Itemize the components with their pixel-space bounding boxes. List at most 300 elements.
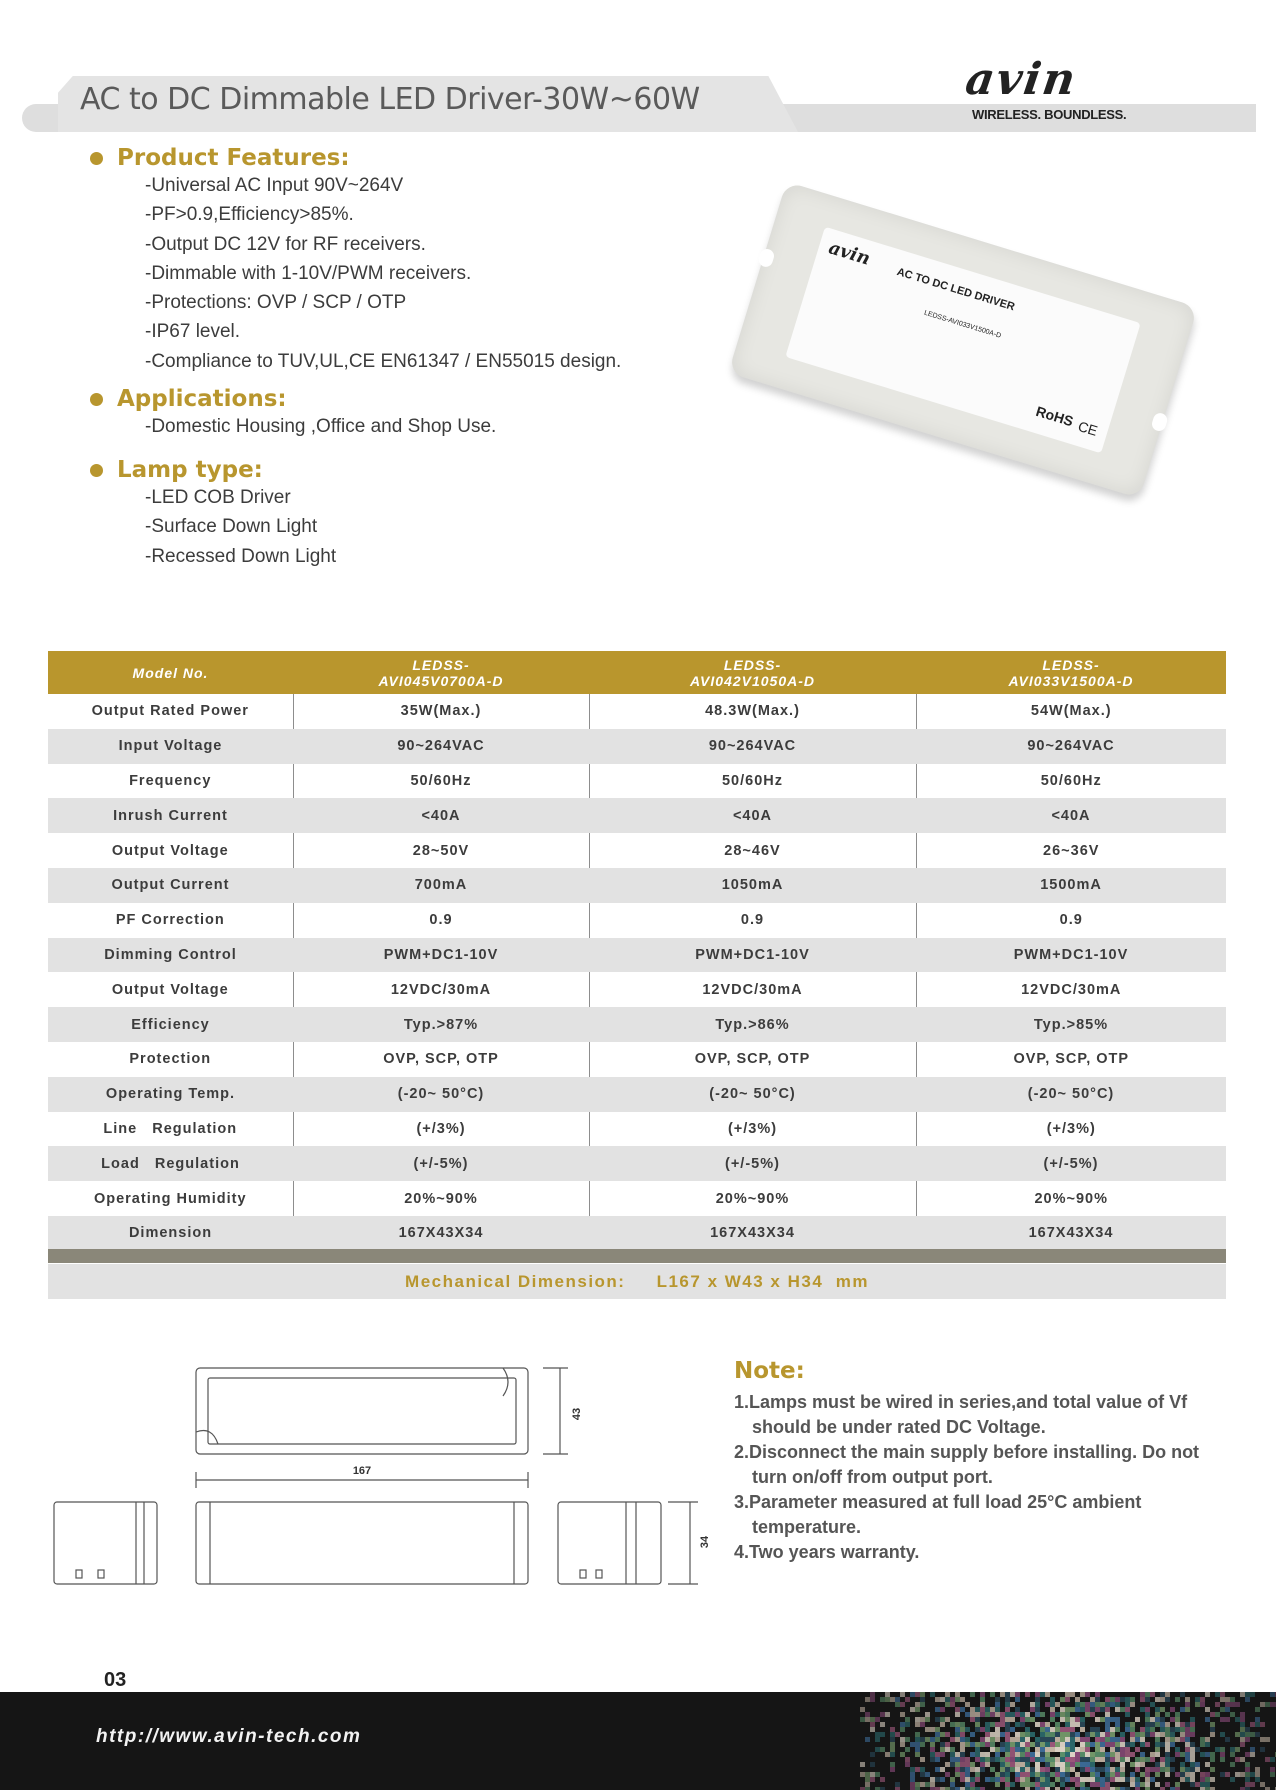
pixel-tile [1170, 1707, 1175, 1712]
pixel-tile [1115, 1717, 1120, 1722]
pixel-tile [935, 1757, 940, 1762]
value-cell: 0.9 [293, 903, 589, 938]
pixel-tile [1245, 1692, 1250, 1697]
pixel-tile [990, 1757, 995, 1762]
pixel-tile [1190, 1742, 1195, 1747]
pixel-tile [1015, 1697, 1020, 1702]
features-section [90, 145, 621, 376]
pixel-tile [1090, 1707, 1095, 1712]
pixel-tile [1225, 1737, 1230, 1742]
pixel-tile [1125, 1722, 1130, 1727]
pixel-tile [885, 1712, 890, 1717]
pixel-tile [890, 1762, 895, 1767]
pixel-tile [1080, 1707, 1085, 1712]
table-row [48, 938, 1226, 973]
pixel-tile [950, 1737, 955, 1742]
pixel-tile [1055, 1767, 1060, 1772]
pixel-tile [1220, 1757, 1225, 1762]
pixel-tile [930, 1782, 935, 1787]
pixel-tile [1230, 1777, 1235, 1782]
pixel-tile [1150, 1702, 1155, 1707]
pixel-tile [1055, 1757, 1060, 1762]
pixel-tile [1005, 1692, 1010, 1697]
pixel-tile [1050, 1747, 1055, 1752]
value-cell: (+/3%) [589, 1112, 916, 1147]
pixel-tile [1095, 1707, 1100, 1712]
pixel-tile [1165, 1757, 1170, 1762]
pixel-tile [1040, 1782, 1045, 1787]
pixel-tile [1025, 1772, 1030, 1777]
pixel-tile [1105, 1732, 1110, 1737]
pixel-tile [865, 1737, 870, 1742]
pixel-tile [1260, 1722, 1265, 1727]
pixel-tile [1190, 1767, 1195, 1772]
pixel-tile [1110, 1717, 1115, 1722]
pixel-tile [1020, 1782, 1025, 1787]
pixel-tile [865, 1777, 870, 1782]
pixel-tile [1160, 1767, 1165, 1772]
pixel-tile [1070, 1707, 1075, 1712]
pixel-tile [895, 1732, 900, 1737]
pixel-tile [1020, 1737, 1025, 1742]
pixel-tile [1125, 1712, 1130, 1717]
pixel-tile [1020, 1747, 1025, 1752]
pixel-tile [975, 1722, 980, 1727]
pixel-tile [915, 1782, 920, 1787]
pixel-tile [990, 1707, 995, 1712]
footer-bar [0, 1692, 1276, 1790]
pixel-tile [1155, 1697, 1160, 1702]
pixel-tile [1180, 1772, 1185, 1777]
pixel-tile [1080, 1722, 1085, 1727]
pixel-tile [925, 1727, 930, 1732]
pixel-tile [955, 1697, 960, 1702]
product-label-title: AC TO DC LED DRIVER [895, 266, 1017, 314]
pixel-tile [1035, 1782, 1040, 1787]
pixel-tile [1180, 1777, 1185, 1782]
pixel-tile [1265, 1702, 1270, 1707]
pixel-tile [1125, 1727, 1130, 1732]
pixel-tile [1115, 1752, 1120, 1757]
pixel-tile [1235, 1717, 1240, 1722]
value-cell: 90~264VAC [589, 729, 916, 764]
pixel-tile [1155, 1732, 1160, 1737]
pixel-tile [1060, 1697, 1065, 1702]
pixel-tile [1130, 1772, 1135, 1777]
pixel-tile [905, 1717, 910, 1722]
pixel-tile [1165, 1747, 1170, 1752]
pixel-tile [1045, 1742, 1050, 1747]
pixel-tile [1240, 1732, 1245, 1737]
pixel-tile [915, 1767, 920, 1772]
pixel-tile [1140, 1707, 1145, 1712]
pixel-tile [1140, 1772, 1145, 1777]
table-body [48, 694, 1226, 1251]
pixel-tile [1265, 1757, 1270, 1762]
pixel-tile [1255, 1767, 1260, 1772]
pixel-tile [1120, 1757, 1125, 1762]
pixel-tile [910, 1767, 915, 1772]
pixel-tile [1110, 1702, 1115, 1707]
pixel-tile [1040, 1767, 1045, 1772]
pixel-tile [1000, 1692, 1005, 1697]
brand-logo: avin [962, 54, 1081, 105]
pixel-tile [1025, 1767, 1030, 1772]
mechanical-dimension-bar [48, 1264, 1226, 1299]
pixel-tile [885, 1697, 890, 1702]
pixel-tile [985, 1742, 990, 1747]
pixel-tile [1005, 1737, 1010, 1742]
pixel-tile [1050, 1762, 1055, 1767]
pixel-tile [1130, 1727, 1135, 1732]
pixel-tile [955, 1727, 960, 1732]
pixel-tile [920, 1757, 925, 1762]
pixel-tile [1085, 1707, 1090, 1712]
pixel-tile [1000, 1762, 1005, 1767]
pixel-tile [920, 1742, 925, 1747]
pixel-tile [1145, 1732, 1150, 1737]
pixel-tile [1165, 1712, 1170, 1717]
value-cell: PWM+DC1-10V [293, 938, 589, 973]
pixel-tile [995, 1782, 1000, 1787]
pixel-tile [1065, 1742, 1070, 1747]
mechanical-value: L167 x W43 x H34 mm [656, 1272, 869, 1291]
pixel-tile [900, 1722, 905, 1727]
pixel-tile [1145, 1722, 1150, 1727]
value-cell: 90~264VAC [916, 729, 1226, 764]
pixel-tile [1090, 1752, 1095, 1757]
pixel-tile [1080, 1752, 1085, 1757]
pixel-tile [1255, 1707, 1260, 1712]
pixel-tile [985, 1777, 990, 1782]
pixel-tile [1120, 1777, 1125, 1782]
pixel-tile [1060, 1707, 1065, 1712]
pixel-tile [900, 1742, 905, 1747]
pixel-tile [1090, 1772, 1095, 1777]
product-brand: avin [826, 237, 873, 270]
pixel-tile [905, 1762, 910, 1767]
pixel-tile [1045, 1737, 1050, 1742]
value-cell: (+/3%) [293, 1112, 589, 1147]
pixel-tile [920, 1692, 925, 1697]
pixel-tile [1235, 1757, 1240, 1762]
pixel-tile [1050, 1707, 1055, 1712]
pixel-tile [1030, 1757, 1035, 1762]
pixel-tile [1170, 1727, 1175, 1732]
value-cell: 20%~90% [1034, 1190, 1108, 1207]
pixel-tile [900, 1737, 905, 1742]
pixel-tile [1115, 1767, 1120, 1772]
pixel-tile [1100, 1707, 1105, 1712]
pixel-tile [1070, 1692, 1075, 1697]
pixel-tile [1035, 1747, 1040, 1752]
pixel-tile [975, 1752, 980, 1757]
pixel-tile [1045, 1747, 1050, 1752]
pixel-tile [1100, 1717, 1105, 1722]
pixel-tile [1005, 1707, 1010, 1712]
pixel-tile [1040, 1712, 1045, 1717]
pixel-tile [1100, 1777, 1105, 1782]
row-label-cell: Operating Humidity [48, 1181, 293, 1216]
pixel-tile [1040, 1737, 1045, 1742]
pixel-tile [1020, 1717, 1025, 1722]
pixel-tile [1035, 1752, 1040, 1757]
pixel-tile [1105, 1742, 1110, 1747]
pixel-tile [1270, 1702, 1275, 1707]
pixel-tile [1190, 1782, 1195, 1787]
pixel-tile [930, 1777, 935, 1782]
pixel-tile [1185, 1777, 1190, 1782]
pixel-tile [1175, 1772, 1180, 1777]
pixel-tile [1145, 1777, 1150, 1782]
pixel-tile [920, 1702, 925, 1707]
pixel-tile [1080, 1742, 1085, 1747]
pixel-tile [1255, 1772, 1260, 1777]
pixel-tile [1175, 1747, 1180, 1752]
row-label-cell: Frequency [48, 764, 293, 799]
pixel-tile [1140, 1732, 1145, 1737]
table-row [48, 798, 1226, 833]
pixel-tile [865, 1712, 870, 1717]
pixel-tile [1010, 1702, 1015, 1707]
pixel-tile [880, 1722, 885, 1727]
pixel-tile [1120, 1767, 1125, 1772]
pixel-tile [1105, 1737, 1110, 1742]
pixel-tile [1160, 1742, 1165, 1747]
pixel-tile [1190, 1757, 1195, 1762]
pixel-tile [900, 1712, 905, 1717]
table-row [48, 1146, 1226, 1181]
pixel-tile [925, 1737, 930, 1742]
pixel-tile [1180, 1737, 1185, 1742]
pixel-tile [920, 1782, 925, 1787]
value-cell: 12VDC/30mA [1021, 981, 1122, 998]
pixel-tile [990, 1747, 995, 1752]
pixel-tile [860, 1762, 865, 1767]
pixel-tile [1010, 1742, 1015, 1747]
row-label-cell: Line Regulation [48, 1112, 293, 1147]
pixel-tile [1015, 1777, 1020, 1782]
pixel-tile [1245, 1752, 1250, 1757]
pixel-tile [1115, 1757, 1120, 1762]
pixel-tile [1100, 1752, 1105, 1757]
pixel-tile [925, 1712, 930, 1717]
pixel-tile [1035, 1777, 1040, 1782]
value-cell: 20%~90% [589, 1181, 916, 1216]
pixel-tile [1025, 1757, 1030, 1762]
pixel-tile [1040, 1752, 1045, 1757]
pixel-tile [885, 1692, 890, 1697]
left-end-view [54, 1502, 157, 1584]
pixel-tile [1205, 1762, 1210, 1767]
pixel-tile [890, 1697, 895, 1702]
row-label-cell: Efficiency [48, 1007, 293, 1042]
pixel-tile [1180, 1762, 1185, 1767]
pixel-tile [1210, 1777, 1215, 1782]
pixel-tile [1000, 1722, 1005, 1727]
pixel-tile [1240, 1742, 1245, 1747]
pixel-tile [1180, 1707, 1185, 1712]
value-cell: 50/60Hz [589, 764, 916, 799]
pixel-tile [1185, 1757, 1190, 1762]
pixel-tile [1070, 1762, 1075, 1767]
pixel-tile [1065, 1762, 1070, 1767]
pixel-tile [925, 1772, 930, 1777]
header-line: AVI045V0700A-D [378, 672, 504, 689]
pixel-tile [905, 1697, 910, 1702]
pixel-tile [1085, 1732, 1090, 1737]
pixel-tile [1050, 1742, 1055, 1747]
pixel-tile [915, 1732, 920, 1737]
header-line: Model No. [132, 664, 209, 681]
pixel-tile [1030, 1742, 1035, 1747]
pixel-tile [1020, 1732, 1025, 1737]
pixel-tile [1010, 1712, 1015, 1717]
pixel-tile [1135, 1767, 1140, 1772]
pixel-tile [1085, 1747, 1090, 1752]
pixel-tile [1060, 1757, 1065, 1762]
pixel-tile [1020, 1767, 1025, 1772]
pixel-tile [1095, 1772, 1100, 1777]
pixel-tile [1090, 1727, 1095, 1732]
pixel-tile [1100, 1732, 1105, 1737]
pixel-tile [1050, 1757, 1055, 1762]
pixel-tile [1150, 1717, 1155, 1722]
pixel-tile [1130, 1762, 1135, 1767]
pixel-tile [1045, 1757, 1050, 1762]
pixel-tile [1165, 1767, 1170, 1772]
pixel-tile [1060, 1717, 1065, 1722]
pixel-tile [1125, 1697, 1130, 1702]
pixel-tile [1010, 1782, 1015, 1787]
pixel-tile [1245, 1772, 1250, 1777]
pixel-tile [1210, 1757, 1215, 1762]
pixel-tile [1220, 1717, 1225, 1722]
pixel-tile [1015, 1762, 1020, 1767]
pixel-tile [1085, 1777, 1090, 1782]
pixel-tile [1030, 1702, 1035, 1707]
pixel-tile [1130, 1752, 1135, 1757]
pixel-tile [1055, 1712, 1060, 1717]
pixel-tile [935, 1777, 940, 1782]
pixel-tile [1160, 1717, 1165, 1722]
pixel-tile [1220, 1692, 1225, 1697]
spec-table [48, 651, 1226, 1251]
website-link[interactable]: http://www.avin-tech.com [96, 1726, 362, 1747]
pixel-tile [1060, 1712, 1065, 1717]
value-cell: OVP, SCP, OTP [589, 1042, 916, 1077]
pixel-tile [1070, 1737, 1075, 1742]
pixel-tile [1090, 1782, 1095, 1787]
pixel-tile [1245, 1732, 1250, 1737]
pixel-tile [995, 1732, 1000, 1737]
pixel-tile [1100, 1737, 1105, 1742]
pixel-tile [980, 1767, 985, 1772]
height-label: 34 [699, 1535, 711, 1549]
right-end-view [558, 1502, 661, 1584]
pixel-tile [1095, 1717, 1100, 1722]
pixel-tile [1190, 1727, 1195, 1732]
pixel-tile [1070, 1722, 1075, 1727]
list-item: -PF>0.9,Efficiency>85%. [145, 204, 354, 226]
pixel-tile [1150, 1777, 1155, 1782]
pixel-tile [1240, 1717, 1245, 1722]
table-row [48, 729, 1226, 764]
pixel-tile [1130, 1697, 1135, 1702]
pixel-tile [1135, 1717, 1140, 1722]
pixel-tile [1160, 1722, 1165, 1727]
pixel-tile [860, 1772, 865, 1777]
row-label-cell: Protection [48, 1042, 293, 1077]
pixel-tile [1195, 1762, 1200, 1767]
pixel-tile [1035, 1767, 1040, 1772]
pixel-tile [1085, 1762, 1090, 1767]
pixel-tile [980, 1752, 985, 1757]
pixel-tile [1195, 1697, 1200, 1702]
pixel-tile [1215, 1692, 1220, 1697]
note-item: 2.Disconnect the main supply before installing. Do not turn on/off from output port. [734, 1442, 1200, 1487]
pixel-tile [1240, 1772, 1245, 1777]
pixel-tile [1250, 1782, 1255, 1787]
pixel-tile [1180, 1767, 1185, 1772]
pixel-tile [1080, 1717, 1085, 1722]
pixel-tile [1010, 1757, 1015, 1762]
pixel-tile [980, 1702, 985, 1707]
pixel-tile [1070, 1717, 1075, 1722]
pixel-tile [985, 1707, 990, 1712]
pixel-tile [1090, 1742, 1095, 1747]
pixel-tile [1245, 1697, 1250, 1702]
pixel-tile [1000, 1717, 1005, 1722]
pixel-tile [1210, 1712, 1215, 1717]
pixel-tile [1185, 1722, 1190, 1727]
pixel-tile [950, 1722, 955, 1727]
pixel-tile [1045, 1692, 1050, 1697]
pixel-tile [1080, 1737, 1085, 1742]
pixel-tile [1060, 1782, 1065, 1787]
pixel-tile [1135, 1762, 1140, 1767]
pixel-tile [1155, 1782, 1160, 1787]
pixel-tile [945, 1717, 950, 1722]
pixel-tile [1055, 1762, 1060, 1767]
pixel-tile [1060, 1752, 1065, 1757]
pixel-tile [1130, 1732, 1135, 1737]
pixel-tile [930, 1692, 935, 1697]
pixel-tile [1260, 1782, 1265, 1787]
pixel-tile [1200, 1702, 1205, 1707]
pixel-tile [1095, 1752, 1100, 1757]
pixel-tile [995, 1712, 1000, 1717]
table-row [48, 972, 1226, 1007]
pixel-tile [1010, 1747, 1015, 1752]
note-list [734, 1390, 1234, 1565]
pixel-tile [900, 1752, 905, 1757]
pixel-tile [1125, 1702, 1130, 1707]
pixel-tile [1135, 1732, 1140, 1737]
pixel-tile [890, 1742, 895, 1747]
pixel-tile [1230, 1702, 1235, 1707]
pixel-tile [1075, 1697, 1080, 1702]
pixel-tile [1145, 1727, 1150, 1732]
pixel-tile [1235, 1732, 1240, 1737]
pixel-tile [1000, 1712, 1005, 1717]
pixel-tile [1160, 1762, 1165, 1767]
row-label-cell: Output Current [48, 868, 293, 903]
pixel-tile [1155, 1717, 1160, 1722]
pixel-tile [1175, 1782, 1180, 1787]
pixel-tile [1115, 1697, 1120, 1702]
pixel-tile [1035, 1697, 1040, 1702]
